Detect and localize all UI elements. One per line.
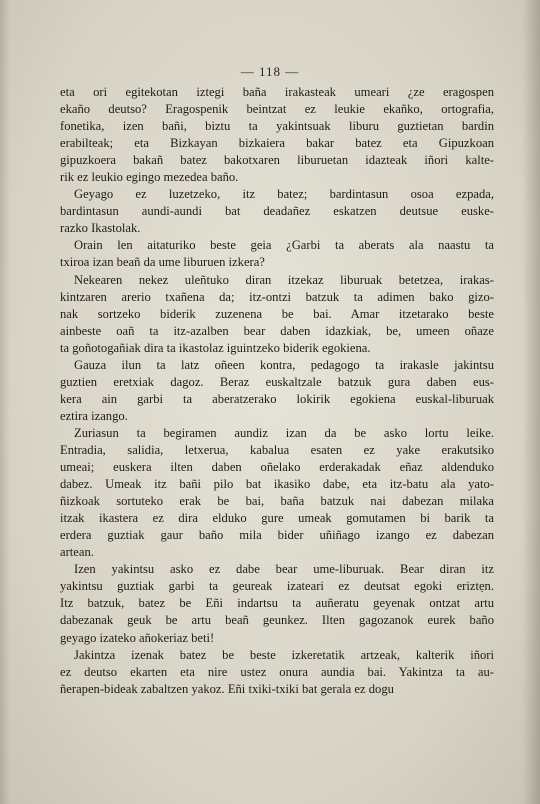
text-line: ainbeste oañ ta itz-azalben bear daben idazkiak, be, umeen oñaze: [60, 323, 494, 338]
text-line: Jakintza izenak batez be beste izkeretatik artzeak, kalterik iñori: [74, 647, 494, 662]
text-line: eta ori egitekotan iztegi baña irakasteak umeari ¿ze eragospen: [60, 85, 494, 99]
paragraph: [60, 561, 494, 646]
body-text: [60, 84, 494, 698]
text-line: erdera guztiak gaur baño mila bider uñiñago izango ez dabezan: [60, 528, 494, 543]
page-fold-shadow: [0, 0, 10, 804]
text-line: Nekearen nekez uleñtuko diran itzekaz liburuak betetzea, irakas-: [74, 272, 494, 287]
paragraph: [60, 357, 494, 425]
text-line: dabez. Umeak itz bañi pilo bat ikasiko dabe, eta itz-batu ala yato-: [60, 477, 494, 492]
text-line: ekaño deutso? Eragospenik beintzat ez leukie ekañko, ortografia,: [60, 102, 494, 117]
text-line: erabilteak; eta Bizkayan bizkaiera bakar batez eta Gipuzkoan: [60, 136, 494, 151]
text-line: kera ain garbi ta aberatzerako lokirik egokiena euskal-liburuak: [60, 391, 494, 406]
text-line: rik ez leukio egingo mezedea baño.: [60, 170, 239, 185]
text-line: kintzaren arerio txañena da; itz-ontzi batzuk ta adimen bako gizo-: [60, 289, 494, 304]
paragraph: [60, 272, 494, 357]
text-line: nak sortzeko biderik zuzenena be bai. Amar itzetarako beste: [60, 306, 494, 321]
text-line: gipuzkoera bakañ batez bakotxaren liburuetan idazteak iñori kalte-: [60, 153, 494, 168]
text-line: Zuriasun ta begiramen aundiz izan da be asko lortu leike.: [74, 425, 494, 440]
text-line: yakintsu guztiak garbi ta geureak izateari ez deutsat egoki eriztẹn.: [60, 579, 494, 594]
text-line: eztira izango.: [60, 408, 128, 423]
text-line: Entradia, salidia, letxerua, kabalua esaten ez yake erakutsiko: [60, 442, 494, 457]
text-line: bardintasun aundi-aundi bat deadañez eskatzen deutsue euske-: [60, 204, 494, 219]
text-line: itzak ikastera ez dira elduko gure umeak gomutamen bi barik ta: [60, 511, 494, 526]
page-number: — 118 —: [240, 64, 300, 79]
text-line: ta goñotogañiak dira ta ikastolaz iguintzeko biderik egokiena.: [60, 340, 371, 355]
text-line: Geyago ez luzetzeko, itz batez; bardintasun osoa ezpada,: [74, 187, 494, 202]
text-line: guztien eretxiak dagoz. Beraz euskaltzale batzuk gura daben eus-: [60, 374, 494, 389]
text-line: artean.: [60, 545, 94, 560]
paragraph: [60, 647, 494, 698]
paragraph: [60, 237, 494, 271]
text-line: Orain len aitaturiko beste geia ¿Garbi ta aberats ala naastu ta: [74, 238, 494, 253]
text-line: fonetika, izen bañi, biztu ta yakintsuak liburu guztietan bardin: [60, 119, 494, 134]
paragraph: [60, 425, 494, 561]
text-line: Izen yakintsu asko ez dabe bear ume-liburuak. Bear diran itz: [74, 562, 494, 577]
text-line: dabezanak geuk be artu beañ geunkez. Ilten gagozanok eurek baño: [60, 613, 494, 628]
paragraph: [60, 84, 494, 186]
page-edge-shadow: [522, 0, 540, 804]
text-line: umeai; euskera ilten daben oñelako erderakadak eñaz aldenduko: [60, 460, 494, 475]
text-line: razko Ikastolak.: [60, 221, 141, 236]
text-line: Itz batzuk, batez be Eñi indartsu ta auñeratu geyenak ontzat artu: [60, 596, 494, 611]
text-line: txiroa izan beañ da ume liburuen izkera?: [60, 255, 265, 270]
text-line: geyago izateko añokeriaz beti!: [60, 630, 215, 645]
text-line: ñizkoak sortuteko erak be bai, baña batzuk nai dabezan milaka: [60, 494, 494, 509]
paragraph: [60, 186, 494, 237]
text-line: Gauza ilun ta latz oñeen kontra, pedagogo ta irakasle jakintsu: [74, 357, 494, 372]
text-line: ñerapen-bideak zabaltzen yakoz. Eñi txiki-txiki bat gerala ez dogu: [60, 681, 394, 696]
text-line: ez deutso ekarten eta nire ustez onura aundia bai. Yakintza ta au-: [60, 664, 494, 679]
